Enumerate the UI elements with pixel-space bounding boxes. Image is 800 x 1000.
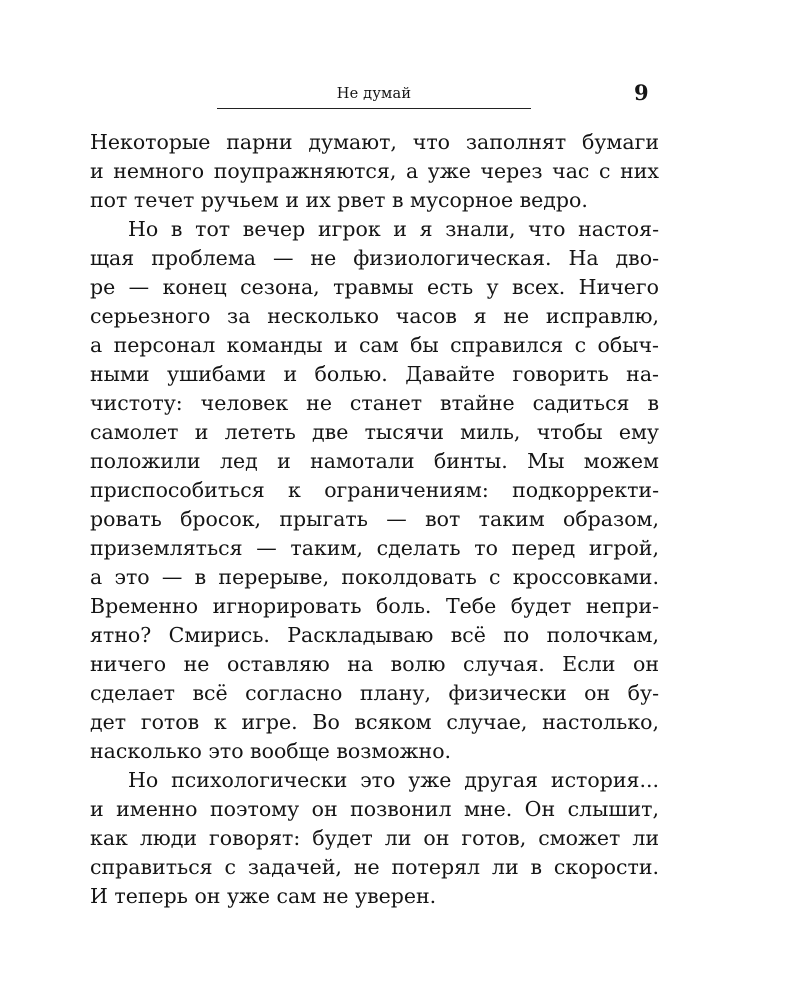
text-line: а это — в перерыве, поколдовать с кроссовками. [90,565,659,589]
header-rule [217,108,531,109]
page-number: 9 [634,80,649,105]
text-line: ре — конец сезона, травмы есть у всех. Ничего [90,275,659,299]
text-line: щая проблема — не физиологическая. На дво- [90,246,659,270]
text-line: приземляться — таким, сделать то перед игрой, [90,536,659,560]
text-line: серьезного за несколько часов я не исправлю, [90,304,659,328]
text-line: И теперь он уже сам не уверен. [90,884,437,908]
text-line: ятно? Смирись. Раскладываю всё по полочкам, [90,623,659,647]
text-line: и именно поэтому он позвонил мне. Он слышит, [90,797,659,821]
text-line: и немного поупражняются, а уже через час с них [90,159,659,183]
text-line: положили лед и намотали бинты. Мы можем [90,449,659,473]
running-head-title: Не думай [336,86,412,102]
text-line: дет готов к игре. Во всяком случае, настолько, [90,710,659,734]
text-line: Временно игнорировать боль. Тебе будет непри- [90,594,659,618]
text-line: Но в тот вечер игрок и я знали, что настоя- [128,217,659,241]
text-line: справиться с задачей, не потерял ли в скорости. [90,855,659,879]
text-line: Но психологически это уже другая история... [128,768,659,792]
text-line: Некоторые парни думают, что заполнят бумаги [90,130,659,154]
text-line: ными ушибами и болью. Давайте говорить на- [90,362,659,386]
text-line: а персонал команды и сам бы справился с обыч- [90,333,659,357]
text-line: как люди говорят: будет ли он готов, сможет ли [90,826,659,850]
text-line: самолет и лететь две тысячи миль, чтобы ему [90,420,659,444]
text-line: чистоту: человек не станет втайне садиться в [90,391,659,415]
text-line: приспособиться к ограничениям: подкорректи- [90,478,659,502]
text-line: пот течет ручьем и их рвет в мусорное ведро. [90,188,588,212]
text-line: ровать бросок, прыгать — вот таким образом, [90,507,659,531]
body-text [90,128,659,911]
text-line: ничего не оставляю на волю случая. Если он [90,652,659,676]
text-line: насколько это вообще возможно. [90,739,452,763]
text-line: сделает всё согласно плану, физически он бу- [90,681,659,705]
